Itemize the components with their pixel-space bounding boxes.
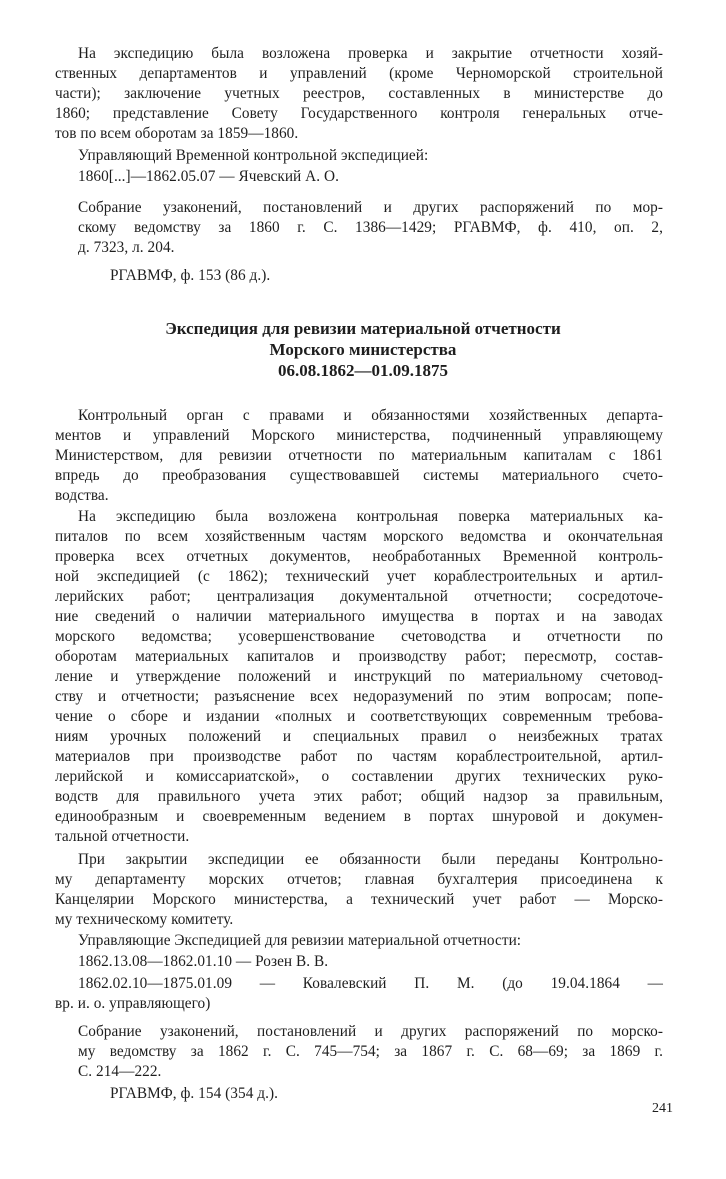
text-line: лерийской и комиссариатской», о составлении других технических руко- xyxy=(55,768,663,785)
text-line: Министерством, для ревизии отчетности по материальным капиталам с 1861 xyxy=(55,447,663,464)
text-line: части); заключение учетных реестров, составленных в министерстве до xyxy=(55,85,663,102)
text-line: тов по всем оборотам за 1859—1860. xyxy=(55,125,299,142)
text-line: впредь до преобразования существовавшей системы материального счето- xyxy=(55,467,663,484)
text-line: Канцелярии Морского министерства, а технический учет работ — Морско- xyxy=(55,891,663,908)
text-line: материалов при производстве работ по частям кораблестроительной, артил- xyxy=(55,748,663,765)
text-line: питалов по всем хозяйственным частям морского ведомства и окончательная xyxy=(55,528,663,545)
text-line: скому ведомству за 1860 г. С. 1386—1429; РГАВМФ, ф. 410, оп. 2, xyxy=(78,219,663,236)
head-entry: 1862.13.08—1862.01.10 — Розен В. В. xyxy=(78,953,329,970)
text-line: водства. xyxy=(55,487,109,504)
text-line: водств для правильного учета этих работ; общий надзор за правильным, xyxy=(55,788,663,805)
section1-head-entry: 1860[...]—1862.05.07 — Ячевский А. О. xyxy=(78,168,339,185)
text-line: ментов и управлений Морского министерства, подчиненный управляющему xyxy=(55,427,663,444)
title-line: Морского министерства xyxy=(269,340,457,359)
text-line: му ведомству за 1862 г. С. 745—754; за 1867 г. С. 68—69; за 1869 г. xyxy=(78,1043,663,1060)
text-line: ние сведений о наличии материального имущества в портах и на заводах xyxy=(55,608,663,625)
text-line: лерийских работ; централизация документальной отчетности; сосредоточе- xyxy=(55,588,663,605)
text-line: 1860; представление Совету Государственного контроля генеральных отче- xyxy=(55,105,663,122)
text-line: Контрольный орган с правами и обязанностями хозяйственных департа- xyxy=(78,407,663,424)
text-line: му техническому комитету. xyxy=(55,911,234,928)
title-line: Экспедиция для ревизии материальной отчетности xyxy=(165,319,561,338)
text-line: му департаменту морских отчетов; главная бухгалтерия присоединена к xyxy=(55,871,663,888)
text-line: проверка всех отчетных документов, необработанных Временной контроль- xyxy=(55,548,663,565)
section2-heads-title: Управляющие Экспедицией для ревизии материальной отчетности: xyxy=(78,932,522,949)
text-line: На экспедицию была возложена проверка и закрытие отчетности хозяй- xyxy=(78,45,663,62)
text-line: тальной отчетности. xyxy=(55,828,190,845)
text-line: Собрание узаконений, постановлений и других распоряжений по мор- xyxy=(78,199,663,216)
text-line: чение о сборе и издании «полных и соответствующих современным требова- xyxy=(55,708,663,725)
text-line: Собрание узаконений, постановлений и других распоряжений по морско- xyxy=(78,1023,663,1040)
section1-heads-title: Управляющий Временной контрольной экспедицией: xyxy=(78,147,429,164)
text-line: ству и отчетности; разъяснение всех недоразумений по этим вопросам; попе- xyxy=(55,688,663,705)
text-line: оборотам материальных капиталов и производству работ; пересмотр, состав- xyxy=(55,648,663,665)
text-line: С. 214—222. xyxy=(78,1063,162,1080)
section2-fund: РГАВМФ, ф. 154 (354 д.). xyxy=(110,1085,278,1102)
title-line: 06.08.1862—01.09.1875 xyxy=(278,361,448,380)
text-line: ниям урочных положений и специальных правил о неизбежных тратах xyxy=(55,728,663,745)
text-line: На экспедицию была возложена контрольная поверка материальных ка- xyxy=(78,508,663,525)
text-line: ственных департаментов и управлений (кроме Черноморской строительной xyxy=(55,65,663,82)
head-entry: вр. и. о. управляющего) xyxy=(55,995,211,1012)
text-line: При закрытии экспедиции ее обязанности были переданы Контрольно- xyxy=(78,851,663,868)
text-line: ной экспедицией (с 1862); технический учет кораблестроительных и артил- xyxy=(55,568,663,585)
text-line: единообразным и своевременным ведением в портах шнуровой и докумен- xyxy=(55,808,663,825)
text-line: д. 7323, л. 204. xyxy=(78,239,175,256)
text-line: морского ведомства; усовершенствование счетоводства и отчетности по xyxy=(55,628,663,645)
section1-fund: РГАВМФ, ф. 153 (86 д.). xyxy=(110,267,271,284)
text-line: ление и утверждение положений и инструкций по материальному счетовод- xyxy=(55,668,663,685)
page-number: 241 xyxy=(652,1101,673,1116)
head-entry: 1862.02.10—1875.01.09 — Ковалевский П. М. (до 19.04.1864 — xyxy=(78,975,663,992)
